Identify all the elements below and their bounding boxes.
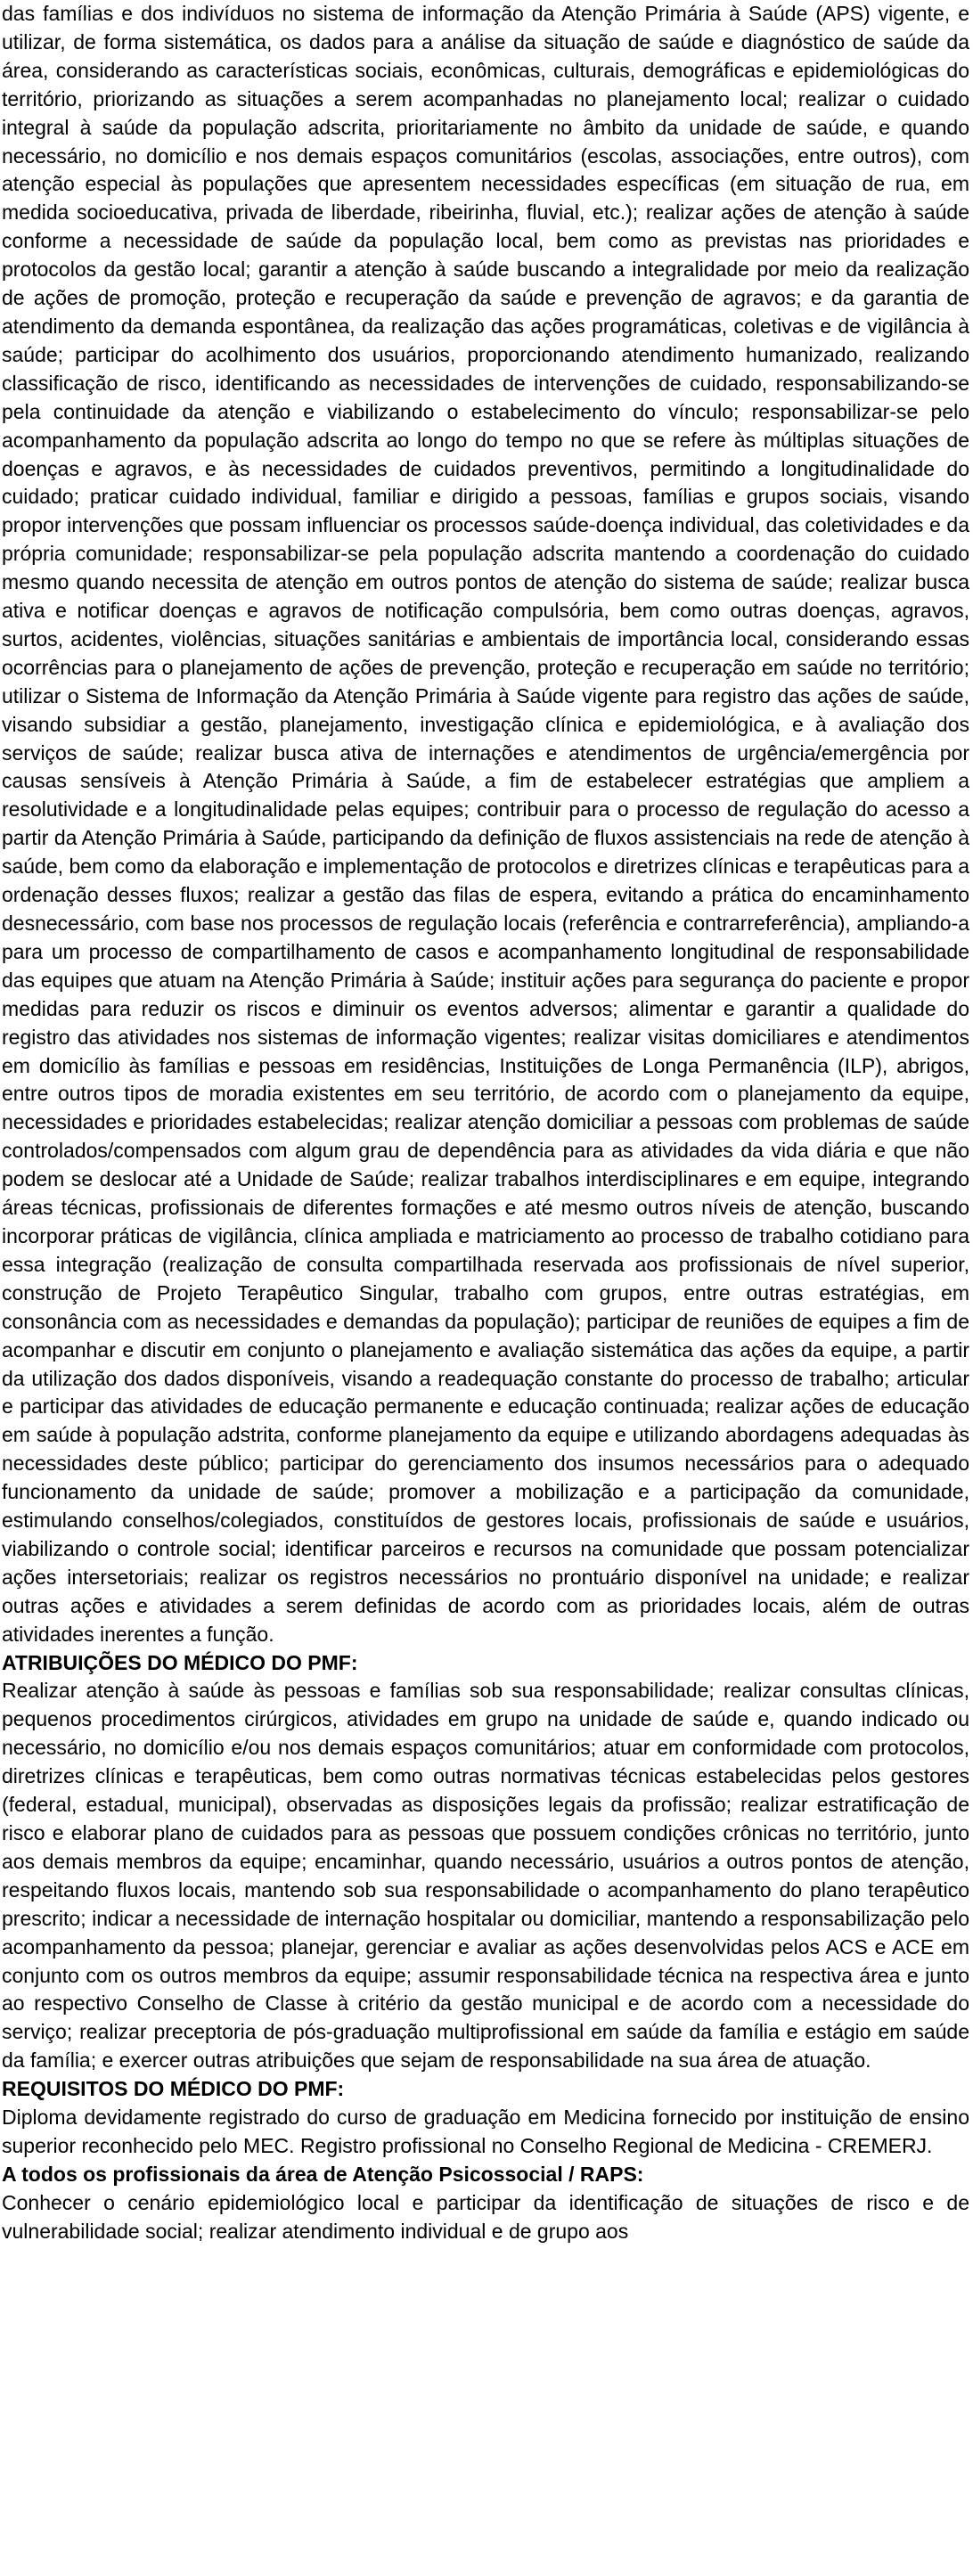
body-paragraph: das famílias e dos indivíduos no sistema de informação da Atenção Primária à Saúde (APS) vigente, e utilizar, de forma sistemática, os dados para a análise da situação de saúde e diagnóstico de saúde da área, considerando as características sociais, econômicas, culturais, demográficas e epidemiológicas do território, priorizando as situações a serem acompanhadas no planejamento local; realizar o cuidado integral à saúde da população adscrita, prioritariamente no âmbito da unidade de saúde, e quando necessário, no domicílio e nos demais espaços comunitários (escolas, associações, entre outros), com atenção especial às populações que apresentem necessidades específicas (em situação de rua, em medida socioeducativa, privada de liberdade, ribeirinha, fluvial, etc.); realizar ações de atenção à saúde conforme a necessidade de saúde da população local, bem como as previstas nas prioridades e protocolos da gestão local; garantir a atenção à saúde buscando a integralidade por meio da realização de ações de promoção, proteção e recuperação da saúde e prevenção de agravos; e da garantia de atendimento da demanda espontânea, da realização das ações programáticas, coletivas e de vigilância à saúde; participar do acolhimento dos usuários, proporcionando atendimento humanizado, realizando classificação de risco, identificando as necessidades de intervenções de cuidado, responsabilizando-se pela continuidade da atenção e viabilizando o estabelecimento do vínculo; responsabilizar-se pelo acompanhamento da população adscrita ao longo do tempo no que se refere às múltiplas situações de doenças e agravos, e às necessidades de cuidados preventivos, permitindo a longitudinalidade do cuidado; praticar cuidado individual, familiar e dirigido a pessoas, famílias e grupos sociais, visando propor intervenções que possam influenciar os processos saúde-doença individual, das coletividades e da própria comunidade; responsabilizar-se pela população adscrita mantendo a coordenação do cuidado mesmo quando necessita de atenção em outros pontos de atenção do sistema de saúde; realizar busca ativa e notificar doenças e agravos de notificação compulsória, bem como outras doenças, agravos, surtos, acidentes, violências, situações sanitárias e ambientais de importância local, considerando essas ocorrências para o planejamento de ações de prevenção, proteção e recuperação em saúde no território; utilizar o Sistema de Informação da Atenção Primária à Saúde vigente para registro das ações de saúde, visando subsidiar a gestão, planejamento, investigação clínica e epidemiológica, e à avaliação dos serviços de saúde; realizar busca ativa de internações e atendimentos de urgência/emergência por causas sensíveis à Atenção Primária à Saúde, a fim de estabelecer estratégias que ampliem a resolutividade e a longitudinalidade pelas equipes; contribuir para o processo de regulação do acesso a partir da Atenção Primária à Saúde, participando da definição de fluxos assistenciais na rede de atenção à saúde, bem como da elaboração e implementação de protocolos e diretrizes clínicas e terapêuticas para a ordenação desses fluxos; realizar a gestão das filas de espera, evitando a prática do encaminhamento desnecessário, com base nos processos de regulação locais (referência e contrarreferência), ampliando-a para um processo de compartilhamento de casos e acompanhamento longitudinal de responsabilidade das equipes que atuam na Atenção Primária à Saúde; instituir ações para segurança do paciente e propor medidas para reduzir os riscos e diminuir os eventos adversos; alimentar e garantir a qualidade do registro das atividades nos sistemas de informação vigentes; realizar visitas domiciliares e atendimentos em domicílio às famílias e pessoas em residências, Instituições de Longa Permanência (ILP), abrigos, entre outros tipos de moradia existentes em seu território, de acordo com o planejamento da equipe, necessidades e prioridades estabelecidas; realizar atenção domiciliar a pessoas com problemas de saúde controlados/compensados com algum grau de dependência para as atividades da vida diária e que não podem se deslocar até a Unidade de Saúde; realizar trabalhos interdisciplinares e em equipe, integrando áreas técnicas, profissionais de diferentes formações e até mesmo outros níveis de atenção, buscando incorporar práticas de vigilância, clínica ampliada e matriciamento ao processo de trabalho cotidiano para essa integração (realização de consulta compartilhada reservada aos profissionais de nível superior, construção de Projeto Terapêutico Singular, trabalho com grupos, entre outras estratégias, em consonância com as necessidades e demandas da população); participar de reuniões de equipes a fim de acompanhar e discutir em conjunto o planejamento e avaliação sistemática das ações da equipe, a partir da utilização dos dados disponíveis, visando a readequação constante do processo de trabalho; articular e participar das atividades de educação permanente e educação continuada; realizar ações de educação em saúde à população adstrita, conforme planejamento da equipe e utilizando abordagens adequadas às necessidades deste público; participar do gerenciamento dos insumos necessários para o adequado funcionamento da unidade de saúde; promover a mobilização e a participação da comunidade, estimulando conselhos/colegiados, constituídos de gestores locais, profissionais de saúde e usuários, viabilizando o controle social; identificar parceiros e recursos na comunidade que possam potencializar ações intersetoriais; realizar os registros necessários no prontuário disponível na unidade; e realizar outras ações e atividades a serem definidas de acordo com as prioridades locais, além de outras atividades inerentes a função. — [2, 2, 969, 1646]
body-paragraph: Conhecer o cenário epidemiológico local e participar da identificação de situações de risco e de vulnerabilidade social; realizar atendimento individual e de grupo aos — [2, 2190, 969, 2243]
section-heading-requisitos: REQUISITOS DO MÉDICO DO PMF: — [2, 2077, 345, 2101]
section-heading-raps: A todos os profissionais da área de Atenção Psicossocial / RAPS: — [2, 2162, 644, 2186]
body-paragraph: Realizar atenção à saúde às pessoas e famílias sob sua responsabilidade; realizar consultas clínicas, pequenos procedimentos cirúrgicos, atividades em grupo na unidade de saúde e, quando indicado ou necessário, no domicílio e/ou nos demais espaços comunitários; atuar em conformidade com protocolos, diretrizes clínicas e terapêuticas, bem como outras normativas técnicas estabelecidas pelos gestores (federal, estadual, municipal), observadas as disposições legais da profissão; realizar estratificação de risco e elaborar plano de cuidados para as pessoas que possuem condições crônicas no território, junto aos demais membros da equipe; encaminhar, quando necessário, usuários a outros pontos de atenção, respeitando fluxos locais, mantendo sob sua responsabilidade o acompanhamento do plano terapêutico prescrito; indicar a necessidade de internação hospitalar ou domiciliar, mantendo a responsabilização pelo acompanhamento da pessoa; planejar, gerenciar e avaliar as ações desenvolvidas pelos ACS e ACE em conjunto com os outros membros da equipe; assumir responsabilidade técnica na respectiva área e junto ao respectivo Conselho de Classe à critério da gestão municipal e de acordo com a necessidade do serviço; realizar preceptoria de pós-graduação multiprofissional em saúde da família e estágio em saúde da família; e exercer outras atribuições que sejam de responsabilidade na sua área de atuação. — [2, 1679, 969, 2073]
section-heading-medico: ATRIBUIÇÕES DO MÉDICO DO PMF: — [2, 1650, 358, 1674]
body-paragraph: Diploma devidamente registrado do curso de graduação em Medicina fornecido por instituição de ensino superior reconhecido pelo MEC. Registro profissional no Conselho Regional de Medicina - CREMERJ. — [2, 2106, 969, 2157]
